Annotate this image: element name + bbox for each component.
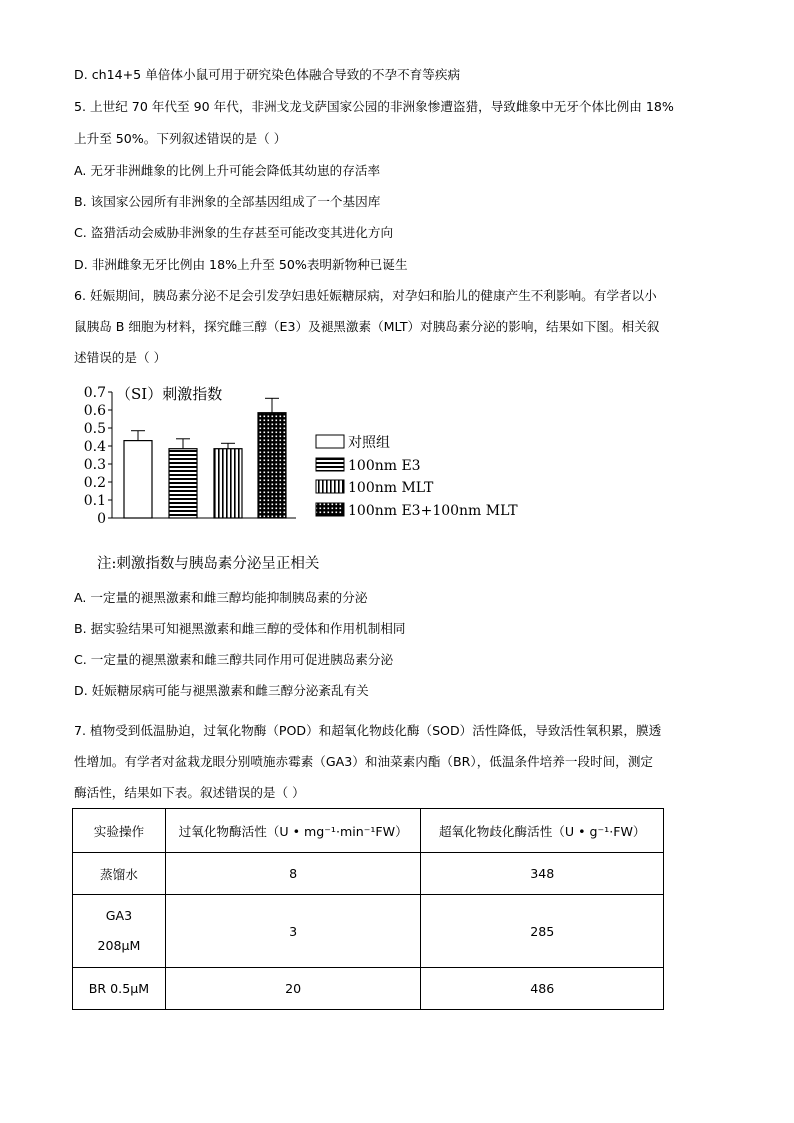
cell-operation: 蒸馏水 xyxy=(73,853,166,895)
q5-option-b: B. 该国家公园所有非洲象的全部基因组成了一个基因库 xyxy=(74,194,381,209)
q4-option-d: D. ch14+5 单倍体小鼠可用于研究染色体融合导致的不孕不育等疾病 xyxy=(74,67,461,82)
table-row xyxy=(73,968,664,1010)
q6-stem-line-3: 述错误的是（ ） xyxy=(74,350,167,365)
table-row xyxy=(73,895,664,968)
cell-operation: GA3 208μM xyxy=(73,895,166,968)
legend-swatch xyxy=(316,480,344,493)
q5-option-c: C. 盗猎活动会威胁非洲象的生存甚至可能改变其进化方向 xyxy=(74,225,394,240)
table-header-row xyxy=(73,809,664,853)
y-tick-label: 0.2 xyxy=(83,475,106,491)
header-pod: 过氧化物酶活性（U • mg⁻¹·min⁻¹FW） xyxy=(165,809,421,853)
enzyme-activity-table xyxy=(72,808,664,1010)
cell-pod: 3 xyxy=(165,895,421,968)
header-operation: 实验操作 xyxy=(73,809,166,853)
q6-option-c: C. 一定量的褪黑激素和雌三醇共同作用可促进胰岛素分泌 xyxy=(74,652,394,667)
y-tick-label: 0.6 xyxy=(83,403,106,419)
legend-label: 100nm E3 xyxy=(348,458,421,474)
legend-swatch xyxy=(316,458,344,471)
q6-option-a: A. 一定量的褪黑激素和雌三醇均能抑制胰岛素的分泌 xyxy=(74,590,368,605)
q6-option-b: B. 据实验结果可知褪黑激素和雌三醇的受体和作用机制相同 xyxy=(74,621,406,636)
y-tick-label: 0.4 xyxy=(83,439,106,455)
cell-pod: 8 xyxy=(165,853,421,895)
bar xyxy=(169,449,197,518)
y-tick-label: 0.5 xyxy=(83,421,106,437)
y-tick-label: 0 xyxy=(97,511,106,527)
cell-sod: 486 xyxy=(421,968,664,1010)
insulin-stimulation-bar-chart xyxy=(74,378,534,550)
cell-pod: 20 xyxy=(165,968,421,1010)
q5-option-a: A. 无牙非洲雌象的比例上升可能会降低其幼崽的存活率 xyxy=(74,163,381,178)
q5-option-d: D. 非洲雌象无牙比例由 18%上升至 50%表明新物种已诞生 xyxy=(74,257,408,272)
y-tick-label: 0.7 xyxy=(83,385,106,401)
legend-swatch xyxy=(316,435,344,448)
q7-stem-line-2: 性增加。有学者对盆栽龙眼分别喷施赤霉素（GA3）和油菜素内酯（BR），低温条件培养一段时间，测定 xyxy=(74,754,654,769)
q6-option-d: D. 妊娠糖尿病可能与褪黑激素和雌三醇分泌紊乱有关 xyxy=(74,683,369,698)
cell-sod: 285 xyxy=(421,895,664,968)
bar xyxy=(214,449,242,518)
q7-stem-line-3: 酶活性，结果如下表。叙述错误的是（ ） xyxy=(74,785,305,800)
q6-stem-line-2: 鼠胰岛 B 细胞为材料，探究雌三醇（E3）及褪黑激素（MLT）对胰岛素分泌的影响，结果如下图。相关叙 xyxy=(74,319,660,334)
table-row xyxy=(73,853,664,895)
legend-swatch xyxy=(316,503,344,516)
chart-note: 注:刺激指数与胰岛素分泌呈正相关 xyxy=(97,556,320,572)
header-sod: 超氧化物歧化酶活性（U • g⁻¹·FW） xyxy=(421,809,664,853)
q7-stem-line-1: 7. 植物受到低温胁迫，过氧化物酶（POD）和超氧化物歧化酶（SOD）活性降低，导致活性氧积累，膜透 xyxy=(74,723,662,738)
legend-label: 100nm E3+100nm MLT xyxy=(348,503,518,519)
q5-stem-line-2: 上升至 50%。下列叙述错误的是（ ） xyxy=(74,131,287,146)
q6-stem-line-1: 6. 妊娠期间，胰岛素分泌不足会引发孕妇患妊娠糖尿病，对孕妇和胎儿的健康产生不利影响。有学者以小 xyxy=(74,288,657,303)
q5-stem-line-1: 5. 上世纪 70 年代至 90 年代，非洲戈龙戈萨国家公园的非洲象惨遭盗猎，导致雌象中无牙个体比例由 18% xyxy=(74,99,674,114)
legend-label: 对照组 xyxy=(348,435,390,451)
cell-operation: BR 0.5μM xyxy=(73,968,166,1010)
bar xyxy=(124,441,152,518)
legend-label: 100nm MLT xyxy=(348,480,434,496)
bar xyxy=(258,413,286,518)
chart-title: （SI）刺激指数 xyxy=(116,385,223,403)
y-tick-label: 0.3 xyxy=(83,457,106,473)
y-tick-label: 0.1 xyxy=(83,493,106,509)
cell-sod: 348 xyxy=(421,853,664,895)
